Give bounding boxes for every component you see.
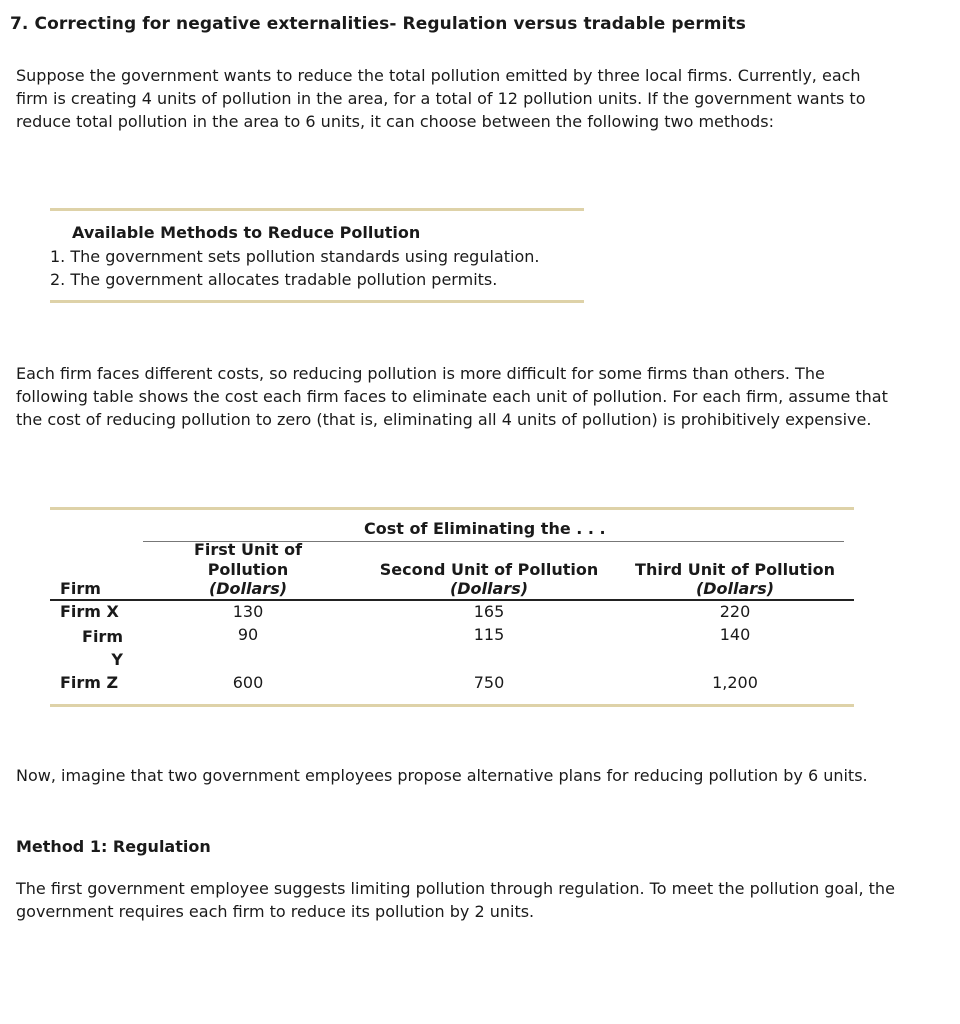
firm-y-third-cost: 140 — [719, 625, 751, 644]
methods-list — [50, 245, 539, 291]
col-header-third-units: (Dollars) — [695, 579, 775, 598]
col-header-third: Third Unit of Pollution — [635, 560, 835, 579]
cost-table — [50, 507, 854, 707]
col-header-second-units: (Dollars) — [449, 579, 529, 598]
firm-z-second-cost: 750 — [473, 673, 505, 692]
col-header-firm: Firm — [60, 579, 101, 598]
col-header-second: Second Unit of Pollution — [379, 560, 599, 579]
firm-z-third-cost: 1,200 — [712, 673, 758, 692]
method1-text: The first government employee suggests limiting pollution through regulation. To meet the pollution goal, the government requires each firm to reduce its pollution by 2 units. — [16, 879, 895, 921]
firm-y-first-cost: 90 — [237, 625, 259, 644]
firm-y-label — [50, 625, 123, 671]
method1-heading: Method 1: Regulation — [16, 837, 211, 856]
header-body-rule — [50, 599, 854, 601]
intro-paragraph: Suppose the government wants to reduce the total pollution emitted by three local firms. Currently, each firm is creating 4 units of pollution in the area, for a total of 12 pollution units. If the government wants to reduce total pollution in the area to 6 units, it can choose between the following two methods: — [16, 66, 866, 131]
firm-x-label: Firm X — [60, 602, 119, 621]
methods-box-title: Available Methods to Reduce Pollution — [72, 223, 421, 242]
firm-y-label-line1: Firm — [82, 627, 123, 646]
col-header-first-line1: First Unit of — [193, 540, 303, 559]
cost-group-header: Cost of Eliminating the . . . — [364, 519, 606, 538]
methods-box — [50, 208, 584, 303]
firm-y-second-cost: 115 — [473, 625, 505, 644]
firm-z-label: Firm Z — [60, 673, 119, 692]
method-item-2: 2. The government allocates tradable pollution permits. — [50, 270, 498, 289]
firm-y-label-line2: Y — [111, 650, 123, 669]
firm-x-third-cost: 220 — [719, 602, 751, 621]
col-header-first-units: (Dollars) — [208, 579, 288, 598]
plans-paragraph: Now, imagine that two government employees propose alternative plans for reducing pollution by 6 units. — [16, 766, 868, 785]
col-header-first — [190, 540, 306, 580]
firm-x-first-cost: 130 — [232, 602, 264, 621]
page-title: 7. Correcting for negative externalities- Regulation versus tradable permits — [10, 14, 746, 34]
firm-x-second-cost: 165 — [473, 602, 505, 621]
col-header-first-line2: Pollution — [207, 560, 289, 579]
firm-z-first-cost: 600 — [232, 673, 264, 692]
method-item-1: 1. The government sets pollution standards using regulation. — [50, 247, 540, 266]
costs-paragraph: Each firm faces different costs, so reducing pollution is more difficult for some firms than others. The following table shows the cost each firm faces to eliminate each unit of pollution. For each firm, assume that the cost of reducing pollution to zero (that is, eliminating all 4 units of pollution) is prohibitively expensive. — [16, 364, 888, 429]
